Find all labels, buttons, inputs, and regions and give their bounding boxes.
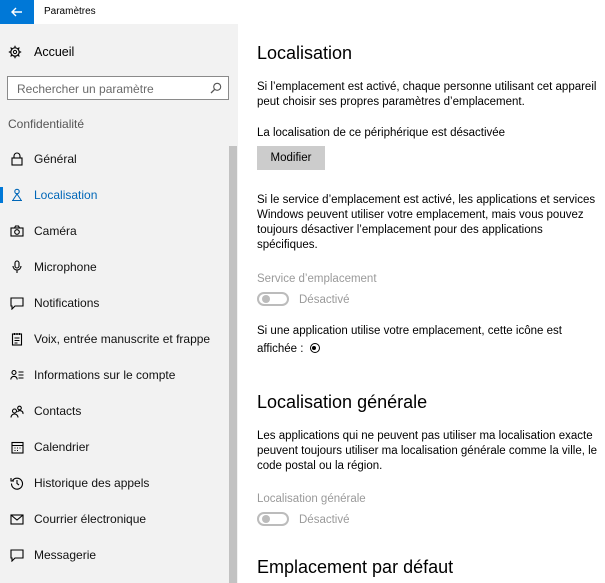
sidebar-item-notifications[interactable] (0, 285, 230, 321)
sidebar-item-label: Calendrier (34, 440, 90, 454)
general-text-line-2: peuvent toujours utiliser ma localisation générale comme la ville, le (257, 445, 598, 457)
section-label: Confidentialité (8, 117, 85, 131)
microphone-icon (9, 259, 25, 275)
icon-text-line-2-wrap (257, 341, 320, 357)
sidebar-scrollbar[interactable] (229, 146, 237, 583)
search-icon (210, 82, 222, 94)
location-person-icon (9, 187, 25, 203)
section-heading-general: Localisation générale (257, 392, 428, 412)
service-text-line-1: Si le service d’emplacement est activé, les applications et services (257, 194, 596, 206)
sidebar-item-voice[interactable] (0, 321, 230, 357)
home-link[interactable] (8, 44, 74, 60)
device-status-text: La localisation de ce périphérique est désactivée (257, 127, 506, 139)
sidebar-item-general[interactable] (0, 141, 230, 177)
sidebar-item-label: Général (34, 152, 77, 166)
back-arrow-icon (11, 7, 23, 17)
lock-icon (9, 151, 25, 167)
general-toggle-title: Localisation générale (257, 493, 366, 505)
sidebar-item-microphone[interactable] (0, 249, 230, 285)
icon-text-line-2: affichée : (257, 343, 304, 355)
toggle-knob (262, 515, 270, 523)
sidebar-item-camera[interactable] (0, 213, 230, 249)
sidebar-item-label: Informations sur le compte (34, 368, 176, 382)
title-bar (0, 0, 605, 24)
modify-button[interactable]: Modifier (257, 146, 325, 170)
contacts-icon (9, 403, 25, 419)
sidebar-item-label: Contacts (34, 404, 82, 418)
sidebar-item-calendar[interactable] (0, 429, 230, 465)
sidebar-item-account-info[interactable] (0, 357, 230, 393)
page-title: Localisation (257, 43, 353, 63)
search-placeholder: Rechercher un paramètre (17, 82, 154, 96)
toggle-knob (262, 295, 270, 303)
service-text-line-3: toujours désactiver l’emplacement pour des applications (257, 224, 543, 236)
message-icon (9, 547, 25, 563)
general-text-line-1: Les applications qui ne peuvent pas utiliser ma localisation exacte (257, 430, 593, 442)
service-toggle-state: Désactivé (299, 294, 350, 306)
mail-icon (9, 511, 25, 527)
calendar-icon (9, 439, 25, 455)
sidebar-item-label: Messagerie (34, 548, 97, 562)
sidebar-item-label: Microphone (34, 260, 97, 274)
sidebar-item-label: Voix, entrée manuscrite et frappe (34, 332, 211, 346)
window-title: Paramètres (44, 6, 96, 17)
service-text-line-4: spécifiques. (257, 239, 318, 251)
sidebar (0, 24, 238, 583)
camera-icon (9, 223, 25, 239)
gear-icon (8, 45, 22, 59)
search-input[interactable] (7, 76, 229, 100)
intro-text-line-2: peut choisir ses propres paramètres d’emplacement. (257, 96, 525, 108)
back-button[interactable] (0, 0, 34, 24)
main-content (238, 24, 605, 583)
sidebar-item-call-history[interactable] (0, 465, 230, 501)
sidebar-item-localisation[interactable] (0, 177, 230, 213)
location-indicator-icon (310, 343, 320, 353)
sidebar-item-label: Notifications (34, 296, 100, 310)
intro-text-line-1: Si l’emplacement est activé, chaque personne utilisant cet appareil (257, 81, 597, 93)
section-heading-default: Emplacement par défaut (257, 557, 454, 577)
sidebar-item-label: Courrier électronique (34, 512, 147, 526)
location-service-toggle[interactable] (257, 292, 289, 306)
home-label: Accueil (34, 45, 75, 59)
general-text-line-3: code postal ou la région. (257, 460, 383, 472)
sidebar-item-email[interactable] (0, 501, 230, 537)
sidebar-item-label: Localisation (34, 188, 98, 202)
general-location-toggle[interactable] (257, 512, 289, 526)
notification-icon (9, 295, 25, 311)
service-toggle-title: Service d’emplacement (257, 273, 377, 285)
sidebar-item-contacts[interactable] (0, 393, 230, 429)
history-icon (9, 475, 25, 491)
sidebar-item-label: Historique des appels (34, 476, 150, 490)
sidebar-nav (0, 141, 230, 573)
service-text-line-2: Windows peuvent utiliser votre emplacement, mais vous pouvez (257, 209, 584, 221)
general-toggle-state: Désactivé (299, 514, 350, 526)
account-info-icon (9, 367, 25, 383)
icon-text-line-1: Si une application utilise votre emplacement, cette icône est (257, 325, 562, 337)
sidebar-item-label: Caméra (34, 224, 77, 238)
sidebar-item-messaging[interactable] (0, 537, 230, 573)
notepad-icon (9, 331, 25, 347)
